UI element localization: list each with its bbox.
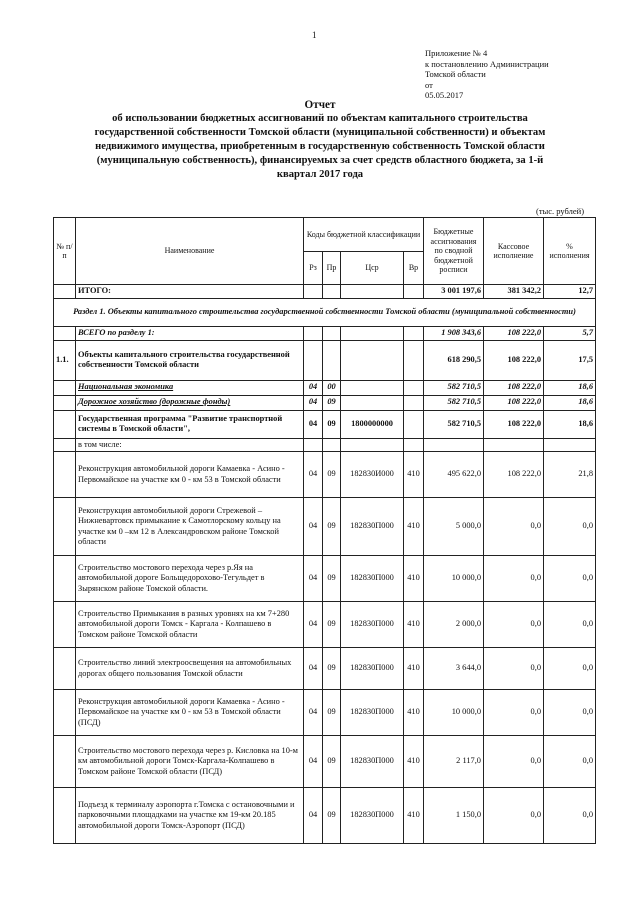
row-rz: 04: [304, 452, 323, 498]
group-num: 1.1.: [54, 340, 76, 380]
row-vr: 410: [404, 452, 424, 498]
row-csr: 182830П000: [341, 690, 404, 736]
roads-percent: 18,6: [544, 395, 596, 410]
row-rz: 04: [304, 498, 323, 556]
title-line: недвижимого имущества, приобретенным в государственную собственность Томской области: [95, 141, 545, 152]
section-title: Раздел 1. Объекты капитального строительства государственной собственности Томской области (муниципальной собственности): [54, 298, 596, 326]
units-label: (тыс. рублей): [536, 206, 585, 216]
row-csr: 182830П000: [341, 788, 404, 844]
row-csr: 182830П000: [341, 648, 404, 690]
header-rz: Рз: [304, 252, 323, 285]
row-cash: 0,0: [484, 556, 544, 602]
row-name: Подъезд к терминалу аэропорта г.Томска с остановочными и парковочными площадками на участке км 19-км 20.185 автомобильной дороги Томск-Аэропорт (ПСД): [76, 788, 304, 844]
appendix-line: Приложение № 4: [425, 48, 488, 58]
including-row: [54, 438, 596, 452]
row-num-cell: [54, 648, 76, 690]
row-cash: 0,0: [484, 788, 544, 844]
row-name: Реконструкция автомобильной дороги Стрежевой – Нижневартовск примыкание к Самотлорскому кольцу на участке км 0 –км 12 в Александровском районе Томской области: [76, 498, 304, 556]
economy-row: [54, 380, 596, 395]
row-percent: 21,8: [544, 452, 596, 498]
row-cash: 0,0: [484, 648, 544, 690]
row-cash: 0,0: [484, 498, 544, 556]
appendix-line: Томской области: [425, 69, 486, 79]
row-pr: 09: [323, 556, 341, 602]
row-rz: 04: [304, 602, 323, 648]
header-percent: % исполнения: [544, 218, 596, 285]
title-line: государственной собственности Томской области (муниципальной собственности) и объектам: [94, 127, 546, 138]
group-budget: 618 290,5: [424, 340, 484, 380]
row-num-cell: [54, 556, 76, 602]
report-heading: Отчет: [304, 99, 336, 111]
group-row: [54, 340, 596, 380]
row-budget: 5 000,0: [424, 498, 484, 556]
row-name: Реконструкция автомобильной дороги Камаевка - Асино - Первомайское на участке км 0 - км 53 в Томской области (ПСД): [76, 690, 304, 736]
title-line: (муниципальную собственность), финансируемых за счет средств областного бюджета, за 1-й: [96, 155, 544, 166]
row-name: Строительство Примыкания в разных уровнях на км 7+280 автомобильной дороги Томск - Каргала - Колпашево в Томском районе Томской области: [76, 602, 304, 648]
row-budget: 2 000,0: [424, 602, 484, 648]
row-percent: 0,0: [544, 788, 596, 844]
row-vr: 410: [404, 690, 424, 736]
table-row: [54, 648, 596, 690]
row-pr: 09: [323, 690, 341, 736]
row-num-cell: [54, 602, 76, 648]
row-pr: 09: [323, 788, 341, 844]
table-row: [54, 788, 596, 844]
row-budget: 1 150,0: [424, 788, 484, 844]
row-name: Реконструкция автомобильной дороги Камаевка - Асино - Первомайское на участке км 0 - км 53 в Томской области: [76, 452, 304, 498]
row-vr: 410: [404, 498, 424, 556]
program-row: [54, 410, 596, 438]
row-pr: 09: [323, 648, 341, 690]
total-cash: 381 342,2: [484, 285, 544, 299]
row-percent: 0,0: [544, 648, 596, 690]
row-cash: 0,0: [484, 736, 544, 788]
total-label: ИТОГО:: [76, 285, 304, 299]
section-row: [54, 298, 596, 326]
roads-rz: 04: [304, 395, 323, 410]
table-row: [54, 498, 596, 556]
total-row: [54, 285, 596, 299]
appendix-date: 05.05.2017: [425, 90, 464, 98]
row-vr: 410: [404, 736, 424, 788]
row-pr: 09: [323, 452, 341, 498]
header-csr: Цср: [341, 252, 404, 285]
row-pr: 09: [323, 736, 341, 788]
row-pr: 09: [323, 498, 341, 556]
row-percent: 0,0: [544, 556, 596, 602]
header-codes: Коды бюджетной классификации: [304, 218, 424, 252]
table-row: [54, 690, 596, 736]
group-cash: 108 222,0: [484, 340, 544, 380]
header-budget: Бюджетные ассигнования по сводной бюджетной росписи: [424, 218, 484, 285]
economy-rz: 04: [304, 380, 323, 395]
economy-pr: 00: [323, 380, 341, 395]
roads-pr: 09: [323, 395, 341, 410]
row-csr: 182830И000: [341, 452, 404, 498]
row-vr: 410: [404, 788, 424, 844]
section-total-percent: 5,7: [544, 326, 596, 340]
table-row: [54, 452, 596, 498]
row-num-cell: [54, 690, 76, 736]
table-row: [54, 602, 596, 648]
program-cash: 108 222,0: [484, 410, 544, 438]
row-percent: 0,0: [544, 690, 596, 736]
row-budget: 10 000,0: [424, 556, 484, 602]
row-budget: 10 000,0: [424, 690, 484, 736]
header-pr: Пр: [323, 252, 341, 285]
title-line: квартал 2017 года: [276, 169, 364, 180]
program-name: Государственная программа "Развитие транспортной системы в Томской области",: [76, 410, 304, 438]
group-percent: 17,5: [544, 340, 596, 380]
row-csr: 182830П000: [341, 556, 404, 602]
row-percent: 0,0: [544, 498, 596, 556]
row-num-cell: [54, 788, 76, 844]
row-rz: 04: [304, 556, 323, 602]
row-csr: 182830П000: [341, 602, 404, 648]
row-budget: 3 644,0: [424, 648, 484, 690]
row-name: Строительство мостового перехода через р. Кисловка на 10-м км автомобильной дороги Томск-Каргала-Колпашево в Томском районе Томской области (ПСД): [76, 736, 304, 788]
program-pr: 09: [323, 410, 341, 438]
total-percent: 12,7: [544, 285, 596, 299]
roads-cash: 108 222,0: [484, 395, 544, 410]
program-csr: 1800000000: [341, 410, 404, 438]
row-rz: 04: [304, 736, 323, 788]
row-budget: 495 622,0: [424, 452, 484, 498]
section-total-cash: 108 222,0: [484, 326, 544, 340]
row-budget: 2 117,0: [424, 736, 484, 788]
economy-name: Национальная экономика: [76, 380, 304, 395]
including-label: в том числе:: [76, 438, 304, 452]
row-rz: 04: [304, 788, 323, 844]
header-vr: Вр: [404, 252, 424, 285]
row-cash: 108 222,0: [484, 452, 544, 498]
row-percent: 0,0: [544, 736, 596, 788]
row-rz: 04: [304, 648, 323, 690]
roads-name: Дорожное хозяйство (дорожные фонды): [76, 395, 304, 410]
row-num-cell: [54, 452, 76, 498]
row-cash: 0,0: [484, 690, 544, 736]
row-vr: 410: [404, 648, 424, 690]
row-percent: 0,0: [544, 602, 596, 648]
row-csr: 182830П000: [341, 736, 404, 788]
roads-budget: 582 710,5: [424, 395, 484, 410]
row-rz: 04: [304, 690, 323, 736]
appendix-block: [425, 48, 615, 98]
economy-cash: 108 222,0: [484, 380, 544, 395]
row-name: Строительство линий электроосвещения на автомобильных дорогах общего пользования Томской области: [76, 648, 304, 690]
row-pr: 09: [323, 602, 341, 648]
title-line: об использовании бюджетных ассигнований по объектам капитального строительства: [112, 113, 528, 124]
section-total-row: [54, 326, 596, 340]
program-percent: 18,6: [544, 410, 596, 438]
row-csr: 182830П000: [341, 498, 404, 556]
roads-row: [54, 395, 596, 410]
economy-budget: 582 710,5: [424, 380, 484, 395]
row-vr: 410: [404, 602, 424, 648]
program-budget: 582 710,5: [424, 410, 484, 438]
economy-percent: 18,6: [544, 380, 596, 395]
total-budget: 3 001 197,6: [424, 285, 484, 299]
appendix-line: к постановлению Администрации: [425, 58, 549, 69]
row-cash: 0,0: [484, 602, 544, 648]
report-title: [70, 98, 570, 182]
header-num: № п/п: [54, 218, 76, 285]
table-row: [54, 736, 596, 788]
row-num-cell: [54, 498, 76, 556]
header-cash: Кассовое исполнение: [484, 218, 544, 285]
table-row: [54, 556, 596, 602]
section-total-budget: 1 908 343,6: [424, 326, 484, 340]
report-table: [53, 217, 596, 844]
row-vr: 410: [404, 556, 424, 602]
row-num-cell: [54, 736, 76, 788]
appendix-line: от: [425, 79, 433, 90]
program-rz: 04: [304, 410, 323, 438]
section-total-label: ВСЕГО по разделу 1:: [76, 326, 304, 340]
row-name: Строительство мостового перехода через р.Яя на автомобильной дороге Больщедорохово-Тегульдет в Зырянском районе Томской области.: [76, 556, 304, 602]
page-number: 1: [312, 30, 317, 40]
group-name: Объекты капитального строительства государственной собственности Томской области: [76, 340, 304, 380]
header-name: Наименование: [76, 218, 304, 285]
